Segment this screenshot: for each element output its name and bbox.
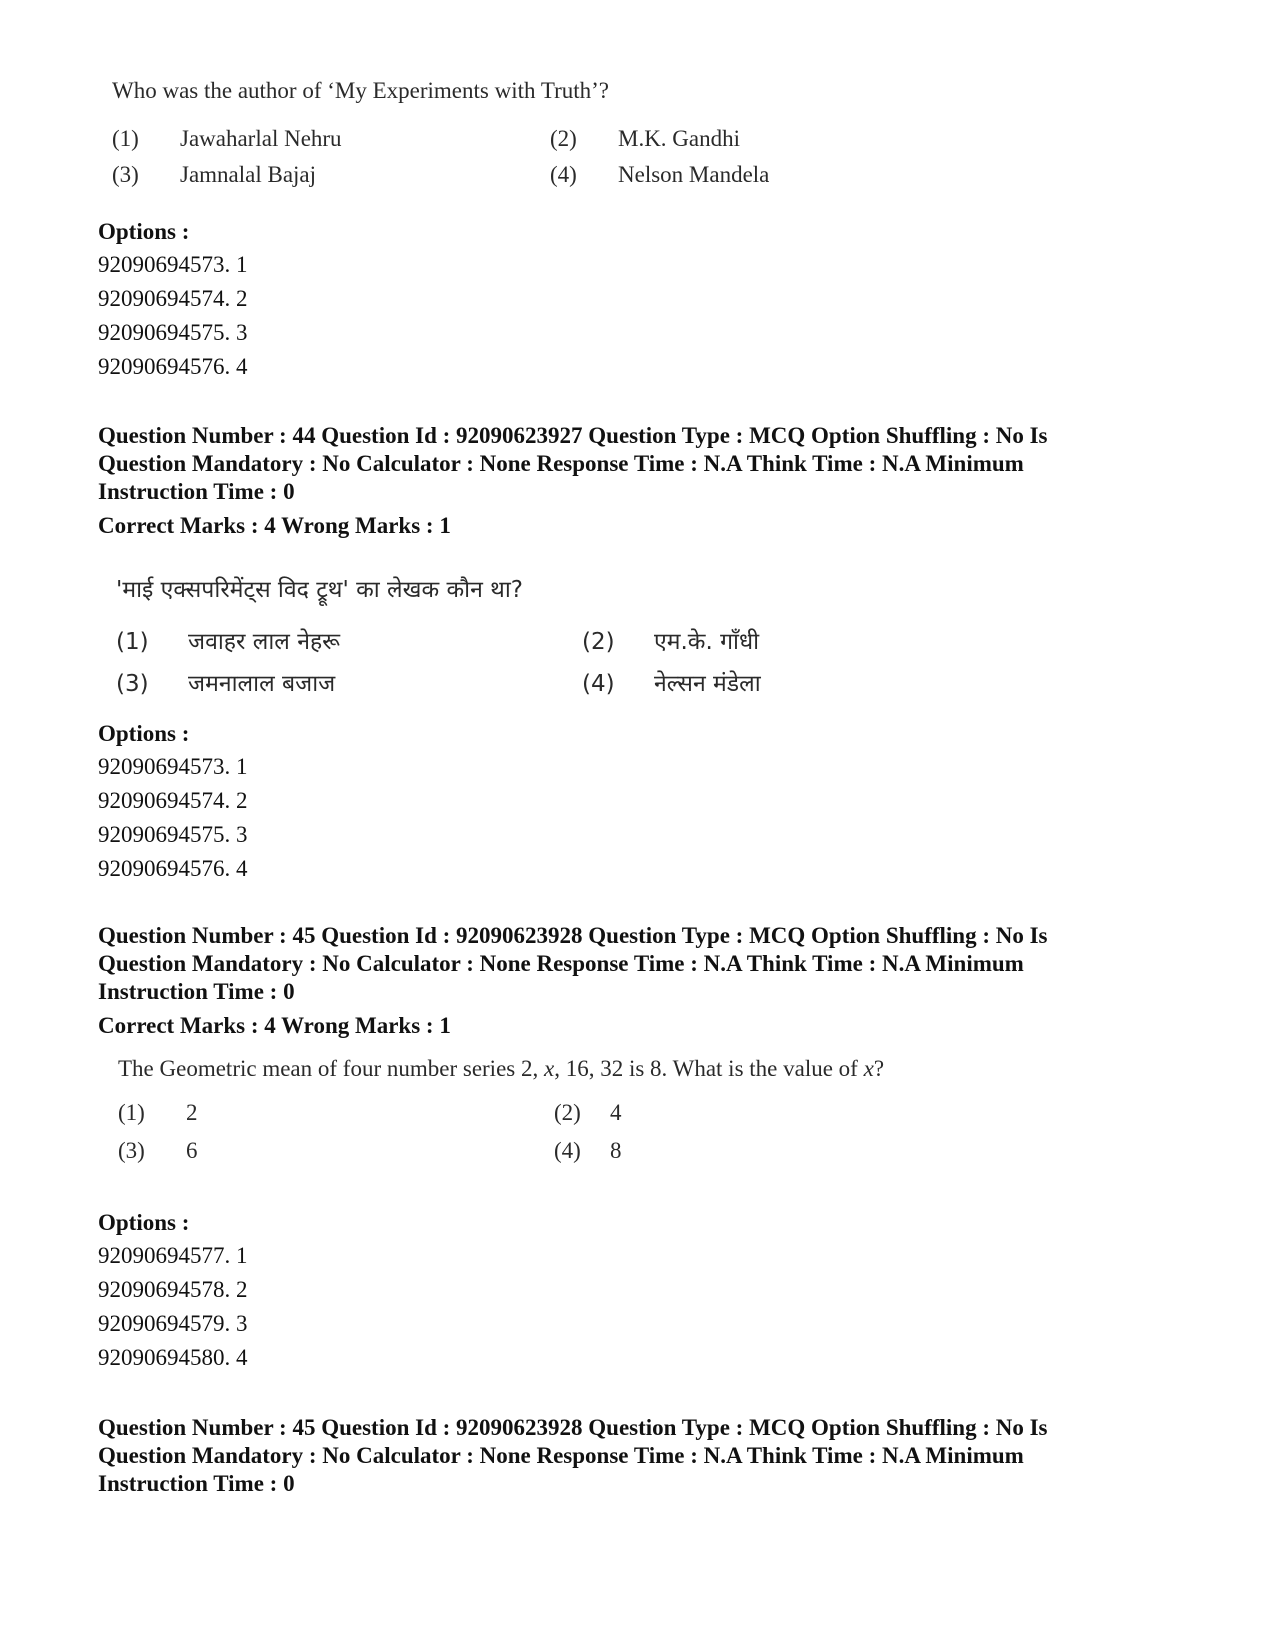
- question-stem: The Geometric mean of four number series 2, x, 16, 32 is 8. What is the value of x?: [118, 1056, 885, 1081]
- choice-3: (3) जमनालाल बजाज: [116, 671, 336, 697]
- question-stem: 'माई एक्सपरिमेंट्स विद ट्रूथ' का लेखक कौन था?: [116, 577, 524, 603]
- choice-4: (4) Nelson Mandela: [550, 162, 770, 187]
- options-list: [98, 1207, 1178, 1375]
- question-image-math: [118, 1056, 1018, 1163]
- option-item: 92090694574. 2: [98, 788, 248, 813]
- marks-line: Correct Marks : 4 Wrong Marks : 1: [98, 1013, 451, 1038]
- meta-line: Instruction Time : 0: [98, 479, 295, 504]
- option-item: 92090694577. 1: [98, 1243, 248, 1268]
- options-list: [98, 216, 1178, 384]
- variable-x: x: [863, 1056, 874, 1081]
- option-item: 92090694579. 3: [98, 1311, 248, 1336]
- meta-line: Question Number : 44 Question Id : 92090623927 Question Type : MCQ Option Shuffling : No Is: [98, 423, 1048, 448]
- choice-3: (3) Jamnalal Bajaj: [112, 162, 317, 187]
- question-meta: [98, 922, 1188, 1040]
- options-heading: Options :: [98, 1210, 190, 1235]
- options-list: [98, 718, 1178, 886]
- meta-line: Instruction Time : 0: [98, 979, 295, 1004]
- option-item: 92090694575. 3: [98, 320, 248, 345]
- options-heading: Options :: [98, 721, 190, 746]
- question-stem: Who was the author of ‘My Experiments with Truth’?: [112, 78, 609, 103]
- choice-4: (4) 8: [554, 1138, 622, 1163]
- choice-4: (4) नेल्सन मंडेला: [582, 671, 761, 697]
- option-item: 92090694575. 3: [98, 822, 248, 847]
- question-meta: [98, 422, 1188, 540]
- meta-line: Question Number : 45 Question Id : 92090623928 Question Type : MCQ Option Shuffling : No Is: [98, 1415, 1048, 1440]
- meta-line: Question Number : 45 Question Id : 92090623928 Question Type : MCQ Option Shuffling : No Is: [98, 923, 1048, 948]
- choice-1: (1) Jawaharlal Nehru: [112, 126, 342, 151]
- option-item: 92090694574. 2: [98, 286, 248, 311]
- option-item: 92090694580. 4: [98, 1345, 248, 1370]
- marks-line: Correct Marks : 4 Wrong Marks : 1: [98, 513, 451, 538]
- variable-x: x: [543, 1056, 555, 1081]
- option-item: 92090694578. 2: [98, 1277, 248, 1302]
- meta-line: Question Mandatory : No Calculator : None Response Time : N.A Think Time : N.A Minimum: [98, 451, 1024, 476]
- choice-1: (1) जवाहर लाल नेहरू: [116, 629, 341, 655]
- choice-1: (1) 2: [118, 1100, 198, 1125]
- choice-2: (2) 4: [554, 1100, 622, 1125]
- choice-2: (2) M.K. Gandhi: [550, 126, 741, 151]
- question-image-english: [112, 78, 1012, 187]
- question-meta: [98, 1414, 1188, 1498]
- question-image-hindi: [116, 572, 1016, 697]
- meta-line: Question Mandatory : No Calculator : None Response Time : N.A Think Time : N.A Minimum: [98, 1443, 1024, 1468]
- option-item: 92090694576. 4: [98, 856, 248, 881]
- options-heading: Options :: [98, 219, 190, 244]
- meta-line: Question Mandatory : No Calculator : None Response Time : N.A Think Time : N.A Minimum: [98, 951, 1024, 976]
- option-item: 92090694573. 1: [98, 754, 248, 779]
- option-item: 92090694576. 4: [98, 354, 248, 379]
- meta-line: Instruction Time : 0: [98, 1471, 295, 1496]
- choice-2: (2) एम.के. गाँधी: [582, 629, 760, 655]
- option-item: 92090694573. 1: [98, 252, 248, 277]
- choice-3: (3) 6: [118, 1138, 198, 1163]
